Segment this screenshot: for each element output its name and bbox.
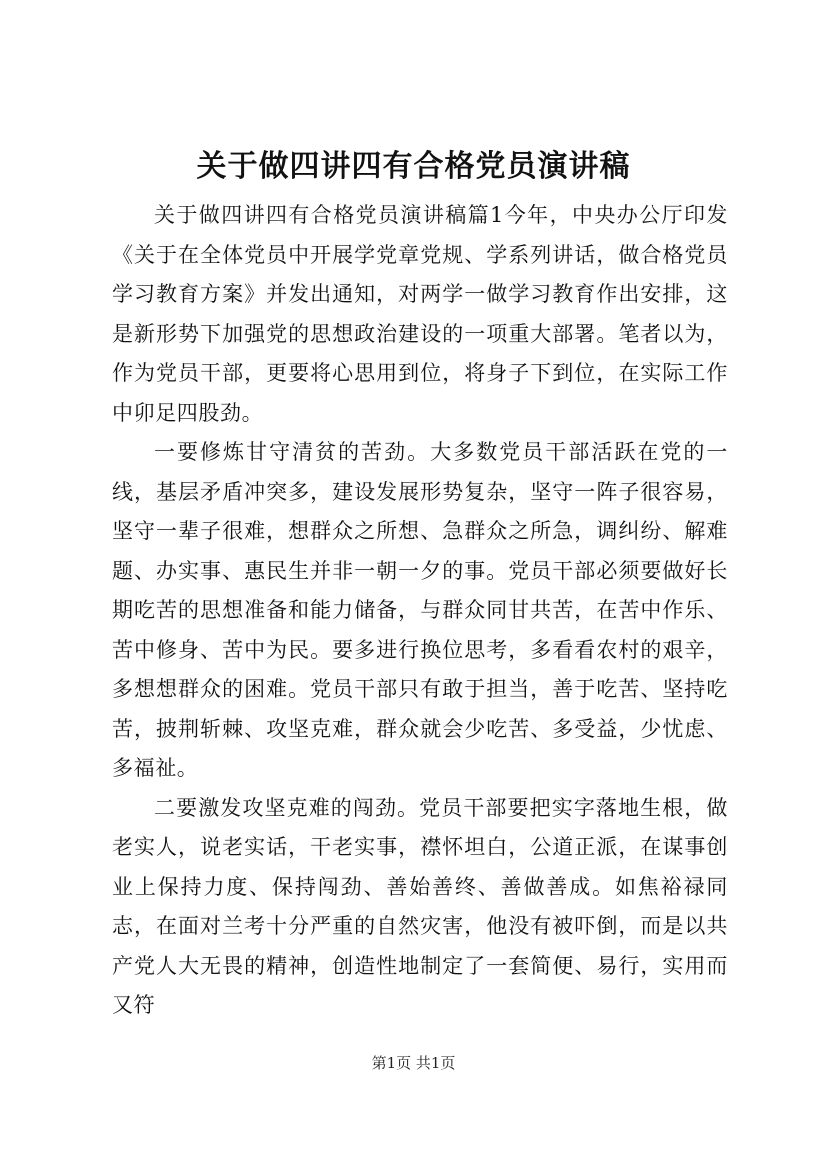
page-footer [0, 1053, 827, 1073]
document-title: 关于做四讲四有合格党员演讲稿 [196, 149, 631, 184]
paragraph-point-one: 一要修炼甘守清贫的苦劲。大多数党员干部活跃在党的一线，基层矛盾冲突多，建设发展形势复杂，坚守一阵子很容易，坚守一辈子很难，想群众之所想、急群众之所急，调纠纷、解难题、办实事、惠民生并非一朝一夕的事。党员干部必须要做好长期吃苦的思想准备和能力储备，与群众同甘共苦，在苦中作乐、苦中修身、苦中为民。要多进行换位思考，多看看农村的艰辛，多想想群众的困难。党员干部只有敢于担当，善于吃苦、坚持吃苦，披荆斩棘、攻坚克难，群众就会少吃苦、多受益，少忧虑、多福祉。 [112, 440, 728, 780]
page-number: 第1页 [371, 1054, 412, 1072]
document-body [112, 196, 728, 1026]
paragraph-point-two: 二要激发攻坚克难的闯劲。党员干部要把实字落地生根，做老实人，说老实话，干老实事，襟怀坦白，公道正派，在谋事创业上保持力度、保持闯劲、善始善终、善做善成。如焦裕禄同志，在面对兰考十分严重的自然灾害，他没有被吓倒，而是以共产党人大无畏的精神，创造性地制定了一套简便、易行，实用而又符 [112, 795, 728, 1017]
page-total: 共1页 [415, 1054, 456, 1072]
paragraph-intro: 关于做四讲四有合格党员演讲稿篇1今年，中央办公厅印发《关于在全体党员中开展学党章党规、学系列讲话，做合格党员学习教育方案》并发出通知，对两学一做学习教育作出安排，这是新形势下加强党的思想政治建设的一项重大部署。笔者以为，作为党员干部，更要将心思用到位，将身子下到位，在实际工作中卯足四股劲。 [112, 203, 728, 425]
